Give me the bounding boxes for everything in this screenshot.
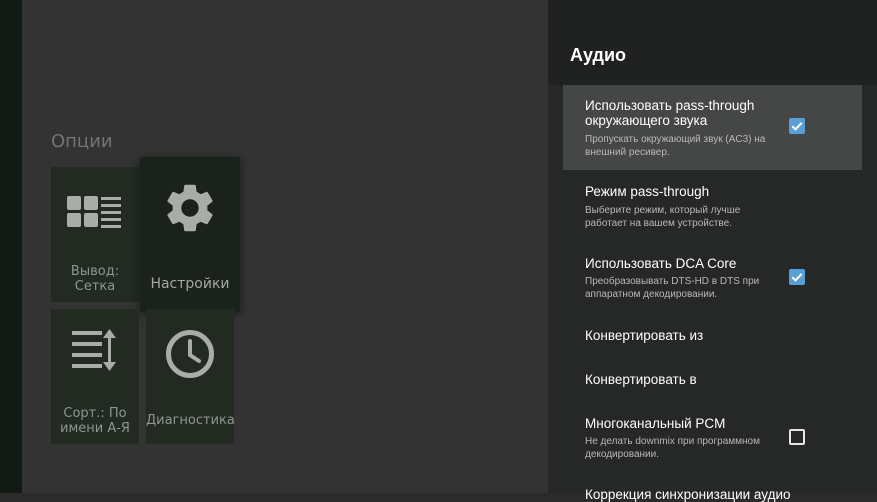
clock-icon xyxy=(165,329,215,379)
sort-tile[interactable] xyxy=(51,309,139,444)
audio-settings-panel xyxy=(548,0,877,502)
options-heading: Опции xyxy=(51,131,113,152)
setting-title: Конвертировать из xyxy=(585,328,704,343)
setting-multichannel-pcm[interactable] xyxy=(563,406,862,468)
settings-tile[interactable] xyxy=(140,157,240,312)
setting-title: Режим pass-through xyxy=(585,184,710,199)
diagnostics-label: Диагностика xyxy=(146,413,235,428)
settings-label: Настройки xyxy=(150,276,230,292)
sort-icon xyxy=(72,329,120,371)
view-mode-tile[interactable] xyxy=(51,167,139,302)
setting-passthrough-mode[interactable] xyxy=(563,175,862,237)
setting-title: Многоканальный PCM xyxy=(585,416,726,431)
grid-list-icon xyxy=(67,196,123,230)
multichannel-pcm-checkbox[interactable] xyxy=(789,429,805,445)
view-mode-label: Вывод: Сетка xyxy=(70,264,120,294)
panel-title: Аудио xyxy=(570,45,627,65)
passthrough-surround-checkbox[interactable] xyxy=(789,118,805,134)
setting-convert-to[interactable] xyxy=(563,362,862,402)
dca-core-checkbox[interactable] xyxy=(789,269,805,285)
left-edge-strip xyxy=(0,0,22,493)
check-icon xyxy=(789,118,805,134)
panel-header xyxy=(548,0,877,85)
setting-description: Пропускать окружающий звук (AC3) на внешний ресивер. xyxy=(585,134,766,158)
setting-title: Использовать pass-through окружающего звука xyxy=(585,98,755,128)
check-icon xyxy=(789,269,805,285)
setting-convert-from[interactable] xyxy=(563,318,862,358)
setting-title: Использовать DCA Core xyxy=(585,256,737,271)
diagnostics-tile[interactable] xyxy=(146,309,234,444)
setting-dca-core[interactable] xyxy=(563,247,862,309)
setting-passthrough-surround[interactable] xyxy=(563,85,862,170)
gear-icon xyxy=(161,179,219,237)
setting-title: Конвертировать в xyxy=(585,372,697,387)
setting-description: Выберите режим, который лучше работает на вашем устройстве. xyxy=(585,205,741,229)
setting-title: Коррекция синхронизации аудио xyxy=(585,487,791,502)
setting-audio-sync[interactable] xyxy=(563,478,862,502)
setting-description: Преобразовывать DTS-HD в DTS при аппаратном декодировании. xyxy=(585,276,760,300)
setting-description: Не делать downmix при программном декодировании. xyxy=(585,436,760,460)
sort-label: Сорт.: По имени А-Я xyxy=(60,406,130,436)
